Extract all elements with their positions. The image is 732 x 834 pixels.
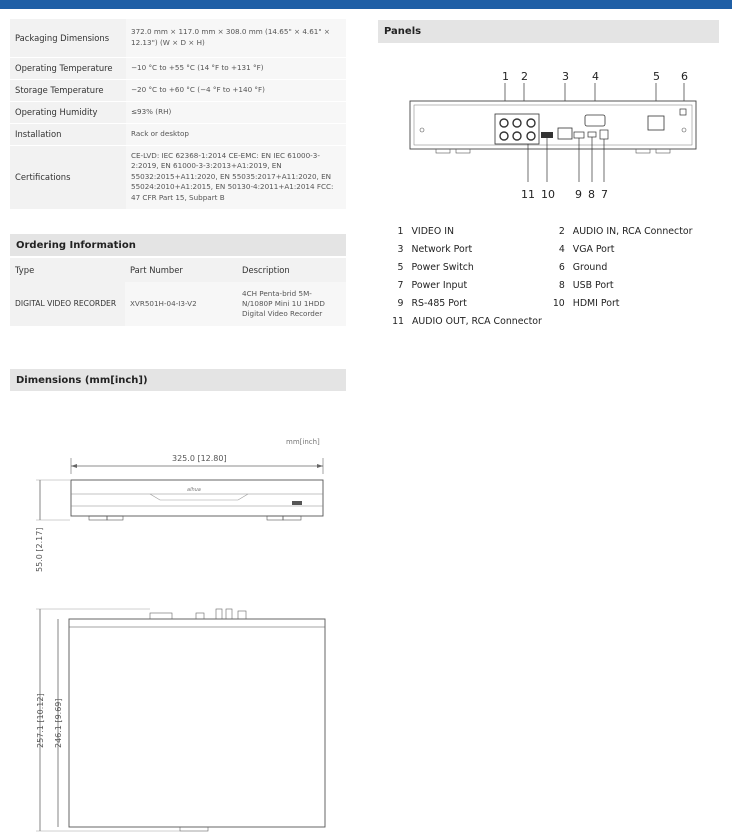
legend-label: Ground bbox=[572, 261, 608, 273]
spec-row bbox=[10, 19, 346, 57]
spec-value: Rack or desktop bbox=[126, 123, 346, 145]
col-type: Type bbox=[10, 258, 125, 282]
callout-9: 9 bbox=[575, 188, 582, 201]
legend-label: AUDIO OUT, RCA Connector bbox=[412, 315, 542, 327]
callout-5: 5 bbox=[653, 70, 660, 83]
rs485-port-icon bbox=[574, 132, 584, 138]
legend-number: 7 bbox=[397, 279, 404, 291]
brand-logo: alhua bbox=[187, 487, 201, 493]
type-cell: DIGITAL VIDEO RECORDER bbox=[10, 282, 125, 326]
spec-value: 372.0 mm × 117.0 mm × 308.0 mm (14.65" × 4.61" × 12.13") (W × D × H) bbox=[126, 19, 346, 57]
callout-10: 10 bbox=[541, 188, 555, 201]
front-view-body bbox=[71, 480, 323, 516]
spec-key: Certifications bbox=[10, 145, 126, 209]
spec-key: Operating Humidity bbox=[10, 101, 126, 123]
unit-label: mm[inch] bbox=[286, 438, 320, 446]
legend-number: 2 bbox=[558, 225, 565, 237]
top-accent-bar bbox=[0, 0, 732, 9]
rear-connector bbox=[150, 613, 172, 619]
legend-number: 6 bbox=[558, 261, 565, 273]
front-foot bbox=[107, 516, 123, 520]
depth-inner-label: 246.1 [9.69] bbox=[54, 698, 63, 748]
spec-value: −10 °C to +55 °C (14 °F to +131 °F) bbox=[126, 57, 346, 79]
list-item bbox=[388, 312, 728, 330]
legend-number: 11 bbox=[392, 315, 404, 327]
network-port-icon bbox=[558, 128, 572, 139]
callout-3: 3 bbox=[562, 70, 569, 83]
rear-connector bbox=[196, 613, 204, 619]
spec-value: −20 °C to +60 °C (−4 °F to +140 °F) bbox=[126, 79, 346, 101]
part-number-cell: XVR501H-04-I3-V2 bbox=[125, 282, 237, 326]
foot bbox=[656, 149, 670, 153]
rear-connector bbox=[226, 609, 232, 619]
ordering-information-header bbox=[10, 234, 346, 256]
list-item bbox=[388, 276, 728, 294]
list-item bbox=[388, 222, 728, 240]
rear-panel-drawing bbox=[378, 60, 719, 210]
panel-legend bbox=[388, 222, 728, 330]
table-row bbox=[10, 282, 346, 326]
top-view-body bbox=[69, 619, 325, 827]
legend-number: 4 bbox=[558, 243, 565, 255]
col-part-number: Part Number bbox=[125, 258, 237, 282]
col-description: Description bbox=[237, 258, 346, 282]
ordering-table bbox=[10, 258, 346, 326]
callout-7: 7 bbox=[601, 188, 608, 201]
arrow-right bbox=[317, 464, 323, 468]
list-item bbox=[388, 258, 728, 276]
vga-port-icon bbox=[585, 115, 605, 126]
legend-label: VIDEO IN bbox=[411, 225, 454, 237]
spec-key: Storage Temperature bbox=[10, 79, 126, 101]
front-lip bbox=[180, 827, 208, 831]
legend-number: 5 bbox=[397, 261, 404, 273]
legend-label: Power Input bbox=[411, 279, 468, 291]
legend-label: VGA Port bbox=[572, 243, 615, 255]
panels-header bbox=[378, 20, 719, 43]
legend-number: 8 bbox=[558, 279, 565, 291]
spec-row bbox=[10, 101, 346, 123]
foot bbox=[436, 149, 450, 153]
callout-1: 1 bbox=[502, 70, 509, 83]
usb-port-icon bbox=[588, 132, 596, 137]
spec-row bbox=[10, 79, 346, 101]
front-foot bbox=[267, 516, 283, 520]
panels-title: Panels bbox=[384, 26, 422, 37]
legend-label: USB Port bbox=[572, 279, 614, 291]
ordering-header-row bbox=[10, 258, 346, 282]
legend-label: Power Switch bbox=[411, 261, 474, 273]
dimensions-drawing bbox=[0, 400, 346, 834]
dimensions-header bbox=[10, 369, 346, 391]
height-label: 55.0 [2.17] bbox=[35, 527, 44, 572]
legend-label: RS-485 Port bbox=[411, 297, 467, 309]
dimensions-title: Dimensions (mm[inch]) bbox=[16, 374, 148, 386]
legend-number: 9 bbox=[397, 297, 404, 309]
front-foot bbox=[283, 516, 301, 520]
front-foot bbox=[89, 516, 107, 520]
callout-2: 2 bbox=[521, 70, 528, 83]
legend-number: 10 bbox=[552, 297, 565, 309]
description-cell: 4CH Penta-brid 5M-N/1080P Mini 1U 1HDD Digital Video Recorder bbox=[237, 282, 346, 326]
callout-8: 8 bbox=[588, 188, 595, 201]
specifications-table bbox=[10, 19, 346, 210]
power-input-icon bbox=[600, 130, 608, 139]
foot bbox=[456, 149, 470, 153]
legend-label: Network Port bbox=[411, 243, 473, 255]
hdmi-port-icon bbox=[541, 132, 553, 138]
spec-key: Operating Temperature bbox=[10, 57, 126, 79]
callout-4: 4 bbox=[592, 70, 599, 83]
legend-label: AUDIO IN, RCA Connector bbox=[572, 225, 693, 237]
legend-number: 1 bbox=[397, 225, 404, 237]
rear-connector bbox=[216, 609, 222, 619]
spec-value: ≤93% (RH) bbox=[126, 101, 346, 123]
depth-outer-label: 257.1 [10.12] bbox=[36, 693, 45, 748]
power-switch-icon bbox=[648, 116, 664, 130]
spec-key: Installation bbox=[10, 123, 126, 145]
foot bbox=[636, 149, 650, 153]
list-item bbox=[388, 240, 728, 258]
legend-number: 3 bbox=[397, 243, 404, 255]
spec-key: Packaging Dimensions bbox=[10, 19, 126, 57]
legend-label: HDMI Port bbox=[572, 297, 620, 309]
arrow-left bbox=[71, 464, 77, 468]
usb-slot-icon bbox=[292, 501, 302, 505]
spec-row bbox=[10, 145, 346, 209]
callout-6: 6 bbox=[681, 70, 688, 83]
callout-11: 11 bbox=[521, 188, 535, 201]
spec-value: CE-LVD: IEC 62368-1:2014 CE-EMC: EN IEC 61000-3-2:2019, EN 61000-3-3:2013+A1:2019, EN 55032:2015+A11:2020, EN 55035:2017+A11:2020, EN 55024:2010+A1:2015, EN 50130-4:2011+A1:2014 FCC: 47 CFR Part 15, Subpart B bbox=[126, 145, 346, 209]
list-item bbox=[388, 294, 728, 312]
ordering-title: Ordering Information bbox=[16, 239, 136, 251]
spec-row bbox=[10, 123, 346, 145]
spec-row bbox=[10, 57, 346, 79]
rear-connector bbox=[238, 611, 246, 619]
width-label: 325.0 [12.80] bbox=[172, 454, 227, 463]
